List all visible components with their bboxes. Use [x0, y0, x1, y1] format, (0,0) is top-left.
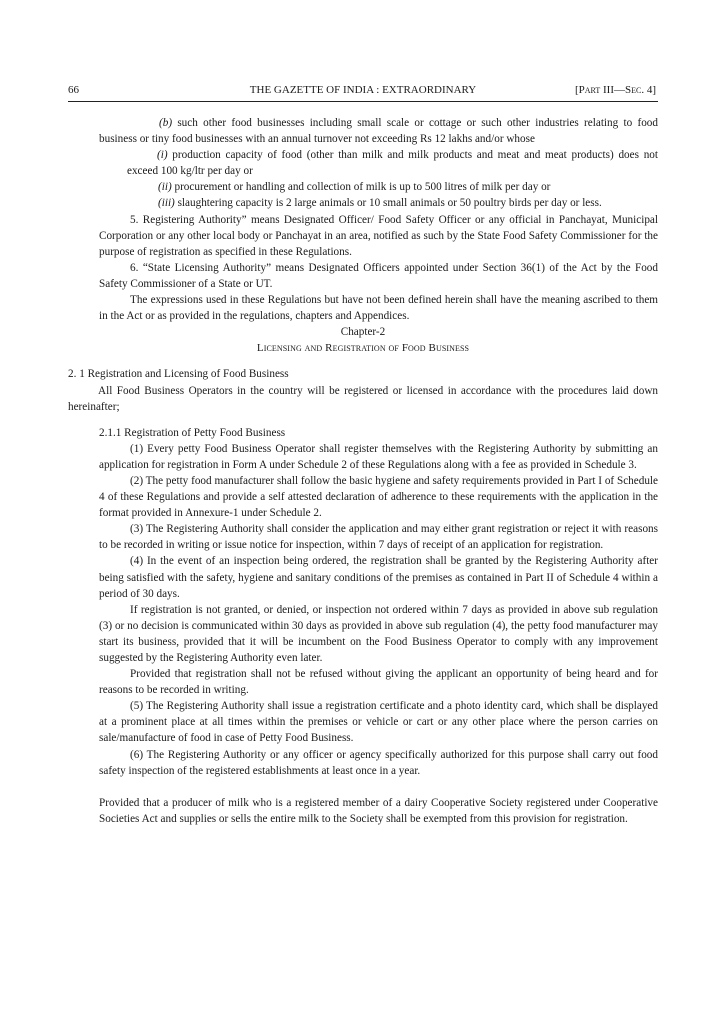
clause-ii-text: procurement or handling and collection of milk is up to 500 litres of milk per day or	[171, 181, 551, 194]
document-body	[68, 115, 658, 827]
clause-b-label: (b)	[159, 117, 173, 129]
clause-i	[68, 147, 658, 179]
subregulation-1: (1) Every petty Food Business Operator shall register themselves with the Registering Authority by submitting an application for registration in Form A under Schedule 2 of these Regulations along with a fee as provided in Schedule 3.	[99, 442, 658, 471]
subregulation-2: (2) The petty food manufacturer shall follow the basic hygiene and safety requirements provided in Part I of Schedule 4 of these Regulations and provide a self attested declaration of adherence to these requirements with the application in the format provided in Annexure-1 under Schedule 2.	[99, 474, 658, 520]
milk-producer-proviso: Provided that a producer of milk who is a registered member of a dairy Cooperative Society registered under Cooperative Societies Act and supplies or sells the entire milk to the Society shall be exempted from this provision for registration.	[99, 796, 658, 825]
page-header	[68, 82, 658, 98]
section-2-1-text: All Food Business Operators in the country will be registered or licensed in accordance with the procedures laid down hereinafter;	[68, 384, 658, 413]
clause-ii-label: (ii)	[158, 181, 172, 194]
clause-b	[68, 115, 658, 147]
provided-paragraph: Provided that registration shall not be refused without giving the applicant an opportunity of being heard and for reasons to be recorded in writing.	[99, 668, 658, 697]
clause-iii-label: (iii)	[158, 197, 175, 210]
clause-iii	[68, 195, 658, 211]
definition-5: 5. Registering Authority” means Designated Officer/ Food Safety Officer or any official in Panchayat, Municipal Corporation or any other local body or Panchayat in an area, notified as such by the State Food Safety Commissioner for the purpose of registration as specified in these Regulations.	[99, 213, 658, 258]
header-rule	[68, 101, 658, 102]
if-not-granted-paragraph: If registration is not granted, or denied, or inspection not ordered within 7 days as provided in above sub regulation (3) or no decision is communicated within 30 days as provided in above sub regulation (4), the petty food manufacturer may start its business, provided that it will be incumbent on the Food Business Operator to comply with any improvement suggested by the Registering Authority even later.	[99, 603, 658, 664]
clause-iii-text: slaughtering capacity is 2 large animals or 10 small animals or 50 poultry birds per day or less.	[174, 197, 602, 210]
chapter-title: Chapter-2	[340, 326, 386, 339]
definition-6: 6. “State Licensing Authority” means Designated Officers appointed under Section 36(1) of the Act by the Food Safety Commissioner of a State or UT.	[99, 261, 658, 290]
expressions-paragraph: The expressions used in these Regulations but have not been defined herein shall have the meaning ascribed to them in the Act or as provided in the regulations, chapters and Appendices.	[99, 294, 658, 323]
part-section: [Part III—Sec. 4]	[574, 84, 656, 96]
chapter-subtitle: Licensing and Registration of Food Business	[256, 342, 470, 355]
subregulation-6: (6) The Registering Authority or any officer or agency specifically authorized for this purpose shall carry out food safety inspection of the registered establishments at least once in a year.	[99, 748, 658, 777]
gazette-title: THE GAZETTE OF INDIA : EXTRAORDINARY	[249, 84, 477, 96]
clause-i-label: (i)	[157, 149, 168, 162]
page-number: 66	[68, 84, 79, 96]
subregulation-4: (4) In the event of an inspection being ordered, the registration shall be granted by the Registering Authority after being satisfied with the safety, hygiene and sanitary conditions of the premises as contained in Part II of Schedule 4 within a period of 30 days.	[99, 555, 658, 600]
subregulation-3: (3) The Registering Authority shall consider the application and may either grant registration or reject it with reasons to be recorded in writing or issue notice for inspection, within 7 days of receipt of an application for registration.	[99, 523, 658, 552]
clause-i-text: production capacity of food (other than milk and milk products and meat and meat products) does not exceed 100 kg/ltr per day or	[127, 149, 658, 178]
clause-ii	[68, 179, 658, 195]
section-2-1-1-heading: 2.1.1 Registration of Petty Food Business	[99, 426, 286, 439]
clause-b-text: such other food businesses including small scale or cottage or such other industries relating to food business or tiny food businesses with an annual turnover not exceeding Rs 12 lakhs and/or whose	[99, 117, 658, 146]
section-2-1-heading: 2. 1 Registration and Licensing of Food Business	[68, 368, 289, 381]
subregulation-5: (5) The Registering Authority shall issue a registration certificate and a photo identity card, which shall be displayed at a prominent place at all times within the premises or vehicle or cart or any other place where the person carries on sale/manufacture of food in case of Petty Food Business.	[99, 700, 658, 745]
